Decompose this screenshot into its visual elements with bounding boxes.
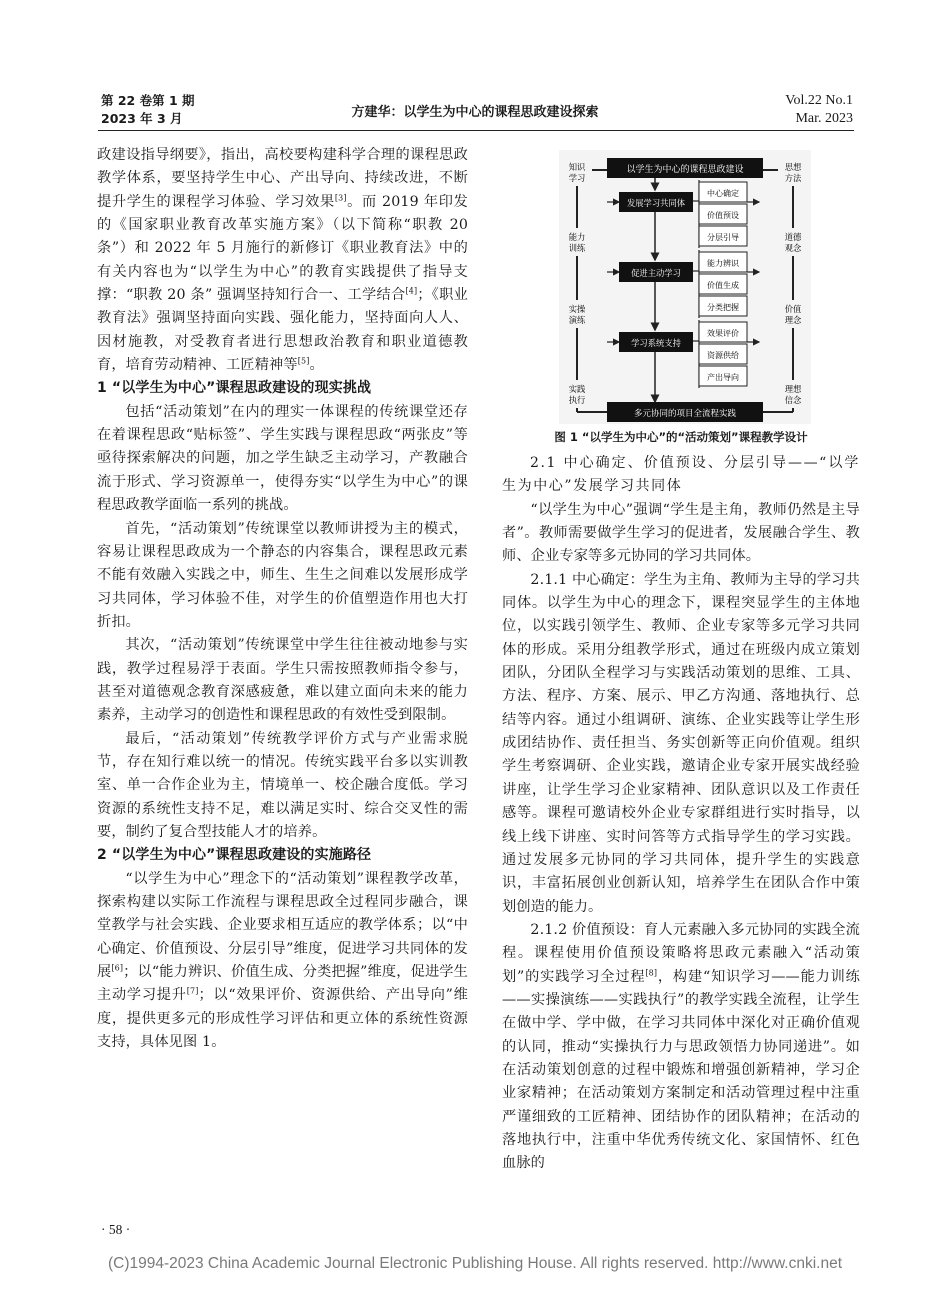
stage-2-item-3: 分类把握 xyxy=(707,303,739,312)
figure-caption: 图 1 “以学生为中心”的“活动策划”课程教学设计 xyxy=(554,430,808,444)
paragraph xyxy=(502,569,860,919)
left-label-3: 实操演练 xyxy=(568,304,586,325)
copyright-notice: (C)1994-2023 China Academic Journal Electronic Publishing House. All rights reserved. http://www.cnki.net xyxy=(107,1255,843,1272)
section-heading xyxy=(97,844,468,867)
left-label-2: 能力训练 xyxy=(568,232,586,253)
text-run: 首先，“活动策划”传统课堂以教师讲授为主的模式，容易让课程思政成为一个静态的内容集合，课程思政元素不能有效融入实践之中，师生、生生之间难以发展形成学习共同体，学习体验不佳，对学生的价值塑造作用也大打折扣。 xyxy=(97,520,468,630)
text-run: ；以“效果评价、资源供给、产出导向”维度，提供更多元的形成性学习评估和更立体的系统性资源支持，具体见图 1。 xyxy=(97,987,468,1051)
right-label-2: 道德观念 xyxy=(784,232,802,253)
stage-3-item-3: 产出导向 xyxy=(707,373,739,382)
running-title: 方建华：以学生为中心的课程思政建设探索 xyxy=(351,105,599,120)
figure-1 xyxy=(559,150,811,424)
stage-1 xyxy=(619,182,747,246)
page-number: · 58 · xyxy=(101,1222,131,1237)
left-label-1: 知识学习 xyxy=(568,162,586,183)
text-run: 2.1.2 价值预设：育人元素融入多元协同的实践全流程。课程使用价值预设策略将思政元素融入“活动策划”的实践学习全过程 xyxy=(502,921,860,985)
left-column xyxy=(97,144,468,1054)
text-run: 政建设指导纲要》，指出，高校要构建科学合理的课程思政教学体系，要坚持学生中心、产出导向、持续改进，不断提升学生的课程学习体验、学习效果 xyxy=(97,147,468,210)
top-box-label: 以学生为中心的课程思政建设 xyxy=(626,165,744,175)
paragraph xyxy=(97,728,468,845)
stage-2-item-2: 价值生成 xyxy=(707,281,739,290)
header-volume: 第 22 卷第 1 期 xyxy=(101,93,195,108)
paragraph xyxy=(97,401,468,518)
text-run: 1 “以学生为中心”课程思政建设的现实挑战 xyxy=(97,380,372,397)
text-run: ；《职业教育法》强调坚持面向实践、强化能力，坚持面向人人、因材施教，对受教育者进行思想政治教育和职业道德教育，培育劳动精神、工匠精神等 xyxy=(97,287,468,374)
stage-3-label: 学习系统支持 xyxy=(631,338,681,348)
header-date: 2023 年 3 月 xyxy=(101,111,183,126)
paragraph xyxy=(97,518,468,635)
header-volume-en: Vol.22 No.1 xyxy=(785,93,853,108)
stage-1-item-1: 中心确定 xyxy=(707,189,739,198)
text-run: 。 xyxy=(309,357,324,374)
stage-2-label: 促进主动学习 xyxy=(631,268,681,278)
text-run: 2.1 中心确定、价值预设、分层引导——“以学生为中心”发展学习共同体 xyxy=(502,455,860,495)
stage-3 xyxy=(619,322,747,386)
stage-2-item-1: 能力辨识 xyxy=(707,259,739,268)
text-run: 最后，“活动策划”传统教学评价方式与产业需求脱节，存在知行难以统一的情况。传统实践平台多以实训教室、单一合作企业为主，情境单一、校企融合度低。学习资源的系统性支持不足，难以满足实时、综合交叉性的需要，制约了复合型技能人才的培养。 xyxy=(97,730,468,840)
text-run: 其次，“活动策划”传统课堂中学生往往被动地参与实践，教学过程易浮于表面。学生只需按照教师指令参与，甚至对道德观念教育深感疲惫，难以建立面向未来的能力素养，主动学习的创造性和课程思政的有效性受到限制。 xyxy=(97,637,468,724)
text-run: “以学生为中心”理念下的“活动策划”课程教学改革，探索构建以实际工作流程与课程思政全过程同步融合，课堂教学与社会实践、企业要求相互适应的教学体系；以“中心确定、价值预设、分层引导”维度，促进学习共同体的发展 xyxy=(97,870,468,981)
header-volume-en-block xyxy=(785,92,853,128)
right-label-3: 价值理念 xyxy=(784,304,802,325)
citation-ref: [6] xyxy=(111,963,124,973)
paragraph xyxy=(502,919,860,1176)
right-column xyxy=(502,452,860,1176)
citation-ref: [8] xyxy=(645,967,658,977)
paragraph xyxy=(97,634,468,727)
stage-3-item-2: 资源供给 xyxy=(707,351,739,360)
citation-ref: [7] xyxy=(186,986,199,996)
paragraph xyxy=(97,144,468,377)
stage-1-item-3: 分层引导 xyxy=(707,233,739,242)
section-heading xyxy=(97,377,468,400)
text-run: 2 “以学生为中心”课程思政建设的实施路径 xyxy=(97,847,372,864)
stage-1-item-2: 价值预设 xyxy=(707,211,739,220)
subsection-heading xyxy=(502,452,860,499)
header-rule xyxy=(98,130,854,131)
right-label-1: 思想方法 xyxy=(784,162,802,183)
text-run: 。而 2019 年印发的《国家职业教育改革实施方案》（以下简称“职教 20 条”）和 2022 年 5 月施行的新修订《职业教育法》中的有关内容也为“以学生为中心”的教育实践提供了指导支撑：“职教 20 条” 强调坚持知行合一、工学结合 xyxy=(97,193,468,304)
stage-1-label: 发展学习共同体 xyxy=(626,198,686,208)
text-run: “以学生为中心”强调“学生是主角，教师仍然是主导者”。教师需要做学生学习的促进者，发展融合学生、教师、企业专家等多元协同的学习共同体。 xyxy=(502,501,860,565)
text-run: ；以“能力辨识、价值生成、分类把握”维度，促进学生主动学习提升 xyxy=(97,964,468,1004)
citation-ref: [4] xyxy=(405,286,418,296)
stage-3-item-1: 效果评价 xyxy=(707,329,739,338)
left-label-4: 实践执行 xyxy=(568,384,586,405)
paragraph xyxy=(502,499,860,569)
header-date-en: Mar. 2023 xyxy=(795,111,853,126)
stage-2 xyxy=(619,252,747,316)
paragraph xyxy=(97,868,468,1055)
citation-ref: [5] xyxy=(297,356,310,366)
text-run: 包括“活动策划”在内的理实一体课程的传统课堂还存在着课程思政“贴标签”、学生实践与课程思政“两张皮”等亟待探索解决的问题，加之学生缺乏主动学习，产教融合流于形式、学习资源单一，使得夯实“以学生为中心”的课程思政教学面临一系列的挑战。 xyxy=(97,403,468,514)
text-run: ，构建“知识学习——能力训练——实操演练——实践执行”的教学实践全流程，让学生在做中学、学中做，在学习共同体中深化对正确价值观的认同，推动“实操执行力与思政领悟力协同递进”。如在活动策划创意的过程中锻炼和增强创新精神，学习企业家精神；在活动策划方案制定和活动管理过程中注重严谨细致的工匠精神、团结协作的团队精神；在活动的落地执行中，注重中华优秀传统文化、家国情怀、红色血脉的 xyxy=(502,968,860,1172)
bottom-box-label: 多元协同的项目全流程实践 xyxy=(633,409,737,419)
figure-diagram xyxy=(559,150,811,424)
right-label-4: 理想信念 xyxy=(784,384,802,405)
citation-ref: [3] xyxy=(334,192,347,202)
text-run: 2.1.1 中心确定：学生为主角、教师为主导的学习共同体。以学生为中心的理念下，课程突显学生的主体地位，以实践引领学生、教师、企业专家等多元学习共同体的形成。采用分组教学形式，通过在班级内成立策划团队，分团队全程学习与实践活动策划的思维、工具、方法、程序、方案、展示、甲乙方沟通、落地执行、总结等内容。通过小组调研、演练、企业实践等让学生形成团结协作、责任担当、务实创新等正向价值观。组织学生考察调研、企业实践，邀请企业专家开展实战经验讲座，让学生学习企业家精神、团队意识以及工作责任感等。课程可邀请校外企业专家群组进行实时指导，以线上线下讲座、实时问答等方式指导学生的学习实践。通过发展多元协同的学习共同体，提升学生的实践意识，丰富拓展创业创新认知，培养学生在团队合作中策划创造的能力。 xyxy=(502,571,860,915)
